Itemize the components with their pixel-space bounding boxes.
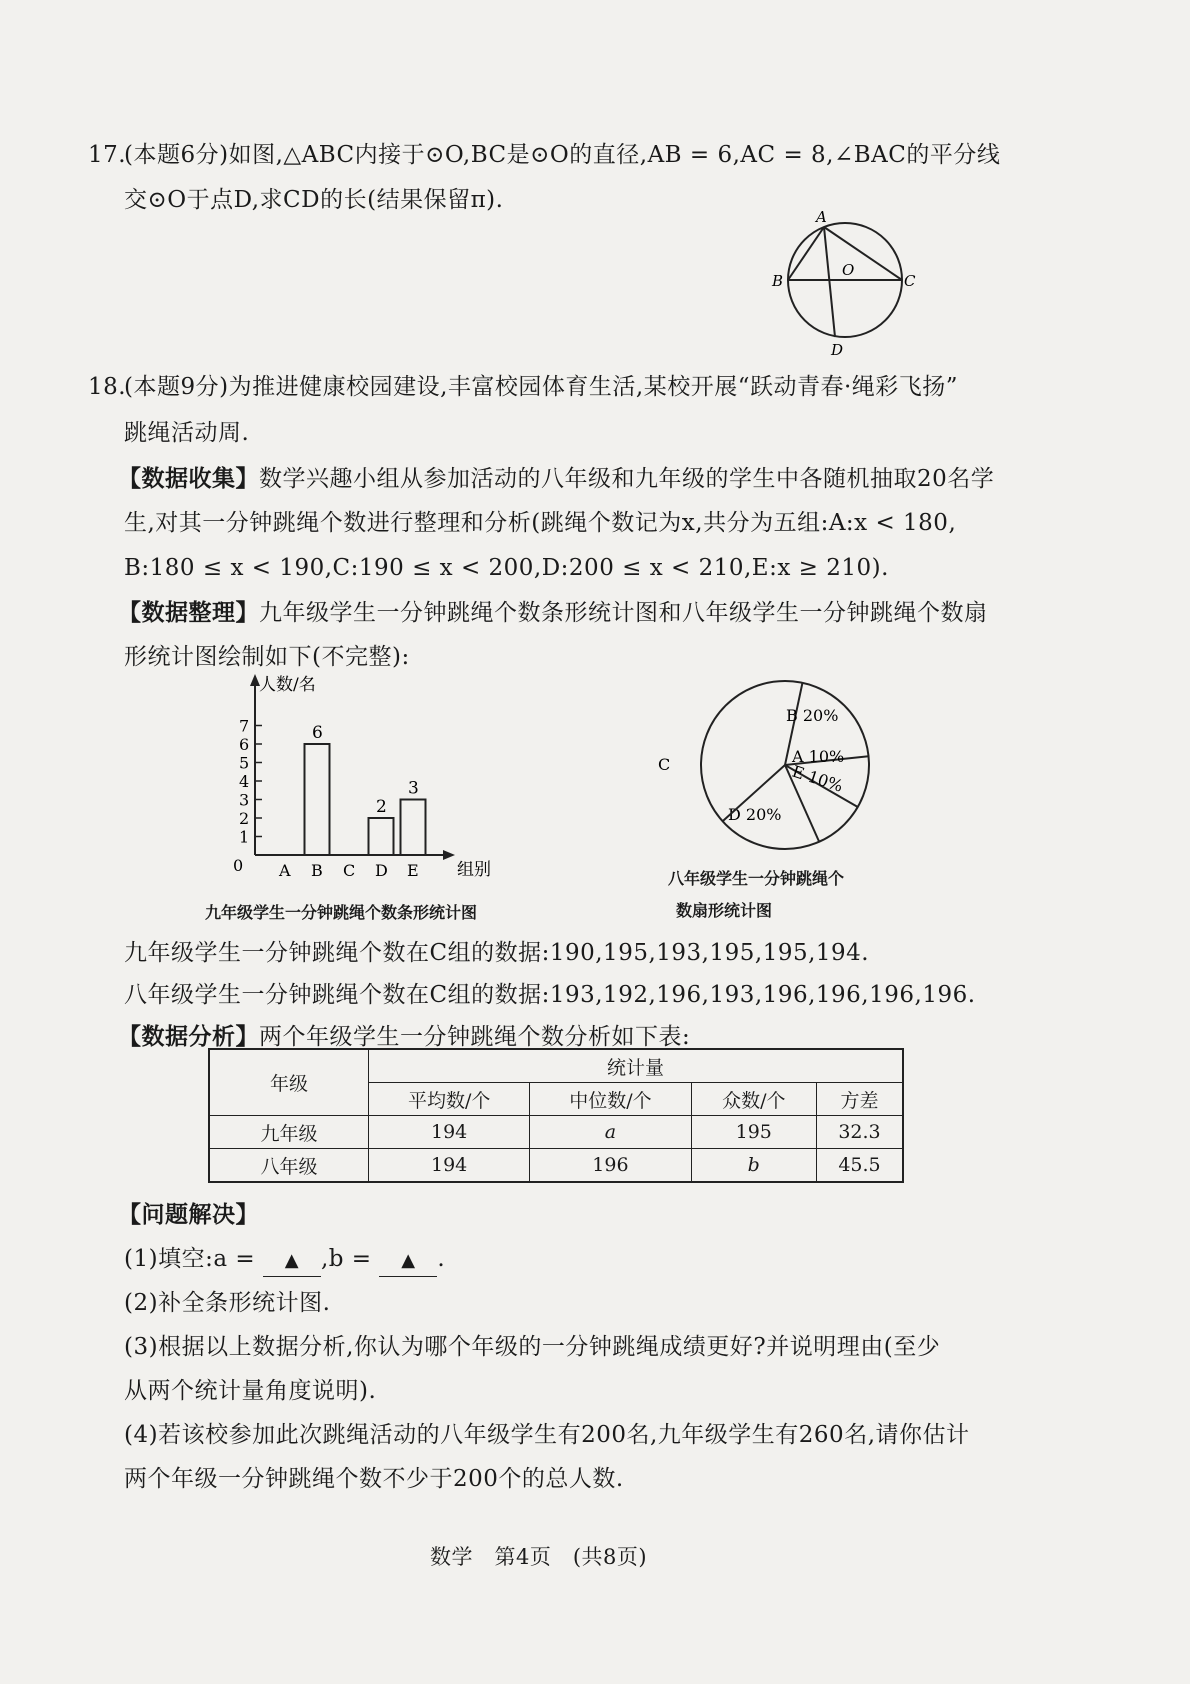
organize-tag: 【数据整理】 [118,599,259,626]
pie-chart-caption-line2: 数扇形统计图 [676,901,773,920]
q18-part4-line1: (4)若该校参加此次跳绳活动的八年级学生有200名,九年级学生有260名,请你估计 [124,1422,970,1448]
q18-organize-line1 [118,598,988,628]
y-axis-label: 人数/名 [259,675,316,695]
label-a: A [816,208,827,226]
q18-part1 [124,1244,445,1277]
header-mean: 平均数/个 [369,1083,530,1116]
analysis-tag: 【数据分析】 [118,1023,259,1050]
y-tick-label: 3 [239,790,250,810]
organize-text: 九年级学生一分钟跳绳个数条形统计图和八年级学生一分钟跳绳个数扇 [259,600,988,626]
header-grade: 年级 [209,1049,369,1116]
bar-value-label: 3 [408,778,419,799]
header-mode: 众数/个 [691,1083,816,1116]
x-tick-label: B [311,861,323,880]
cell-mode: 195 [691,1116,816,1149]
cell-median: a [530,1116,691,1149]
analysis-text: 两个年级学生一分钟跳绳个数分析如下表: [259,1024,691,1050]
q18-organize-line2: 形统计图绘制如下(不完整): [124,644,410,670]
y-tick-label: 4 [239,772,250,791]
bar [369,818,394,855]
header-variance: 方差 [816,1083,903,1116]
c-data-9th: 九年级学生一分钟跳绳个数在C组的数据:190,195,193,195,195,194. [124,940,870,966]
part1-mid: ,b = [320,1246,372,1272]
pie-slice-label: E 10% [789,761,846,796]
header-median: 中位数/个 [530,1083,691,1116]
y-tick-label: 1 [239,827,250,847]
table-row [209,1116,903,1149]
pie-chart-caption-line1: 八年级学生一分钟跳绳个 [668,869,845,888]
q17-text-line2: 交⊙O于点D,求CD的长(结果保留π). [124,187,504,213]
part1-prefix: (1)填空:a = [124,1246,256,1272]
pie-slice-label: D 20% [728,805,782,824]
page-footer: 数学 第4页 (共8页) [430,1545,648,1569]
q18-part4-line2: 两个年级一分钟跳绳个数不少于200个的总人数. [124,1466,624,1492]
cell-variance: 32.3 [816,1116,903,1149]
x-tick-label: A [279,861,291,880]
label-o: O [842,261,855,279]
part1-end: . [437,1246,446,1272]
label-d: D [831,341,844,359]
y-tick-label: 0 [233,856,244,875]
q17-text-line1: (本题6分)如图,△ABC内接于⊙O,BC是⊙O的直径,AB = 6,AC = 8,∠BAC的平分线 [124,142,1001,168]
pie-slice-label: A 10% [792,747,845,766]
cell-mode: b [691,1149,816,1183]
circle-figure [772,208,920,360]
blank-a[interactable]: ▲ [263,1246,321,1277]
row-grade: 八年级 [209,1149,369,1183]
bar [305,744,330,855]
y-tick-label: 6 [239,735,250,754]
header-stats: 统计量 [369,1049,904,1083]
table-row [209,1149,903,1183]
q18-collect-line3: B:180 ≤ x < 190,C:190 ≤ x < 200,D:200 ≤ x < 210,E:x ≥ 210). [124,555,889,581]
x-tick-label: D [375,861,388,880]
stats-table [208,1048,904,1183]
x-tick-label: C [343,861,356,880]
cell-mean: 194 [369,1149,530,1183]
x-tick-label: E [407,861,419,880]
bar-chart [225,670,545,890]
collect-text: 数学兴趣小组从参加活动的八年级和九年级的学生中各随机抽取20名学 [259,466,995,492]
bar-chart-caption: 九年级学生一分钟跳绳个数条形统计图 [205,903,478,922]
bar-value-label: 6 [312,723,323,743]
q17-number: 17. [88,142,127,168]
q18-part3-line1: (3)根据以上数据分析,你认为哪个年级的一分钟跳绳成绩更好?并说明理由(至少 [124,1334,941,1360]
q18-intro-line2: 跳绳活动周. [124,420,250,446]
pie-slice-label: B 20% [786,706,839,725]
y-tick-label: 5 [239,753,250,773]
q18-part3-line2: 从两个统计量角度说明). [124,1378,377,1404]
q18-part2: (2)补全条形统计图. [124,1290,331,1316]
q18-collect-line1 [118,464,994,494]
cell-median: 196 [530,1149,691,1183]
collect-tag: 【数据收集】 [118,465,259,492]
bar [401,800,426,856]
x-axis-label: 组别 [457,860,491,880]
x-axis-arrow [443,850,455,860]
row-grade: 九年级 [209,1116,369,1149]
y-tick-label: 2 [239,809,250,828]
bar-value-label: 2 [376,797,387,817]
label-c: C [904,272,916,290]
solve-tag: 【问题解决】 [118,1201,259,1228]
q18-collect-line2: 生,对其一分钟跳绳个数进行整理和分析(跳绳个数记为x,共分为五组:A:x < 180, [124,510,957,536]
pie-chart [658,670,880,860]
label-b: B [772,272,784,290]
pie-slice-label: C [658,755,671,774]
q18-number: 18. [88,374,127,400]
cell-mean: 194 [369,1116,530,1149]
cell-variance: 45.5 [816,1149,903,1183]
q18-intro-line1: (本题9分)为推进健康校园建设,丰富校园体育生活,某校开展“跃动青春·绳彩飞扬” [124,374,959,400]
c-data-8th: 八年级学生一分钟跳绳个数在C组的数据:193,192,196,193,196,196,196,196. [124,982,976,1008]
y-tick-label: 7 [239,716,250,736]
blank-b[interactable]: ▲ [379,1246,437,1277]
